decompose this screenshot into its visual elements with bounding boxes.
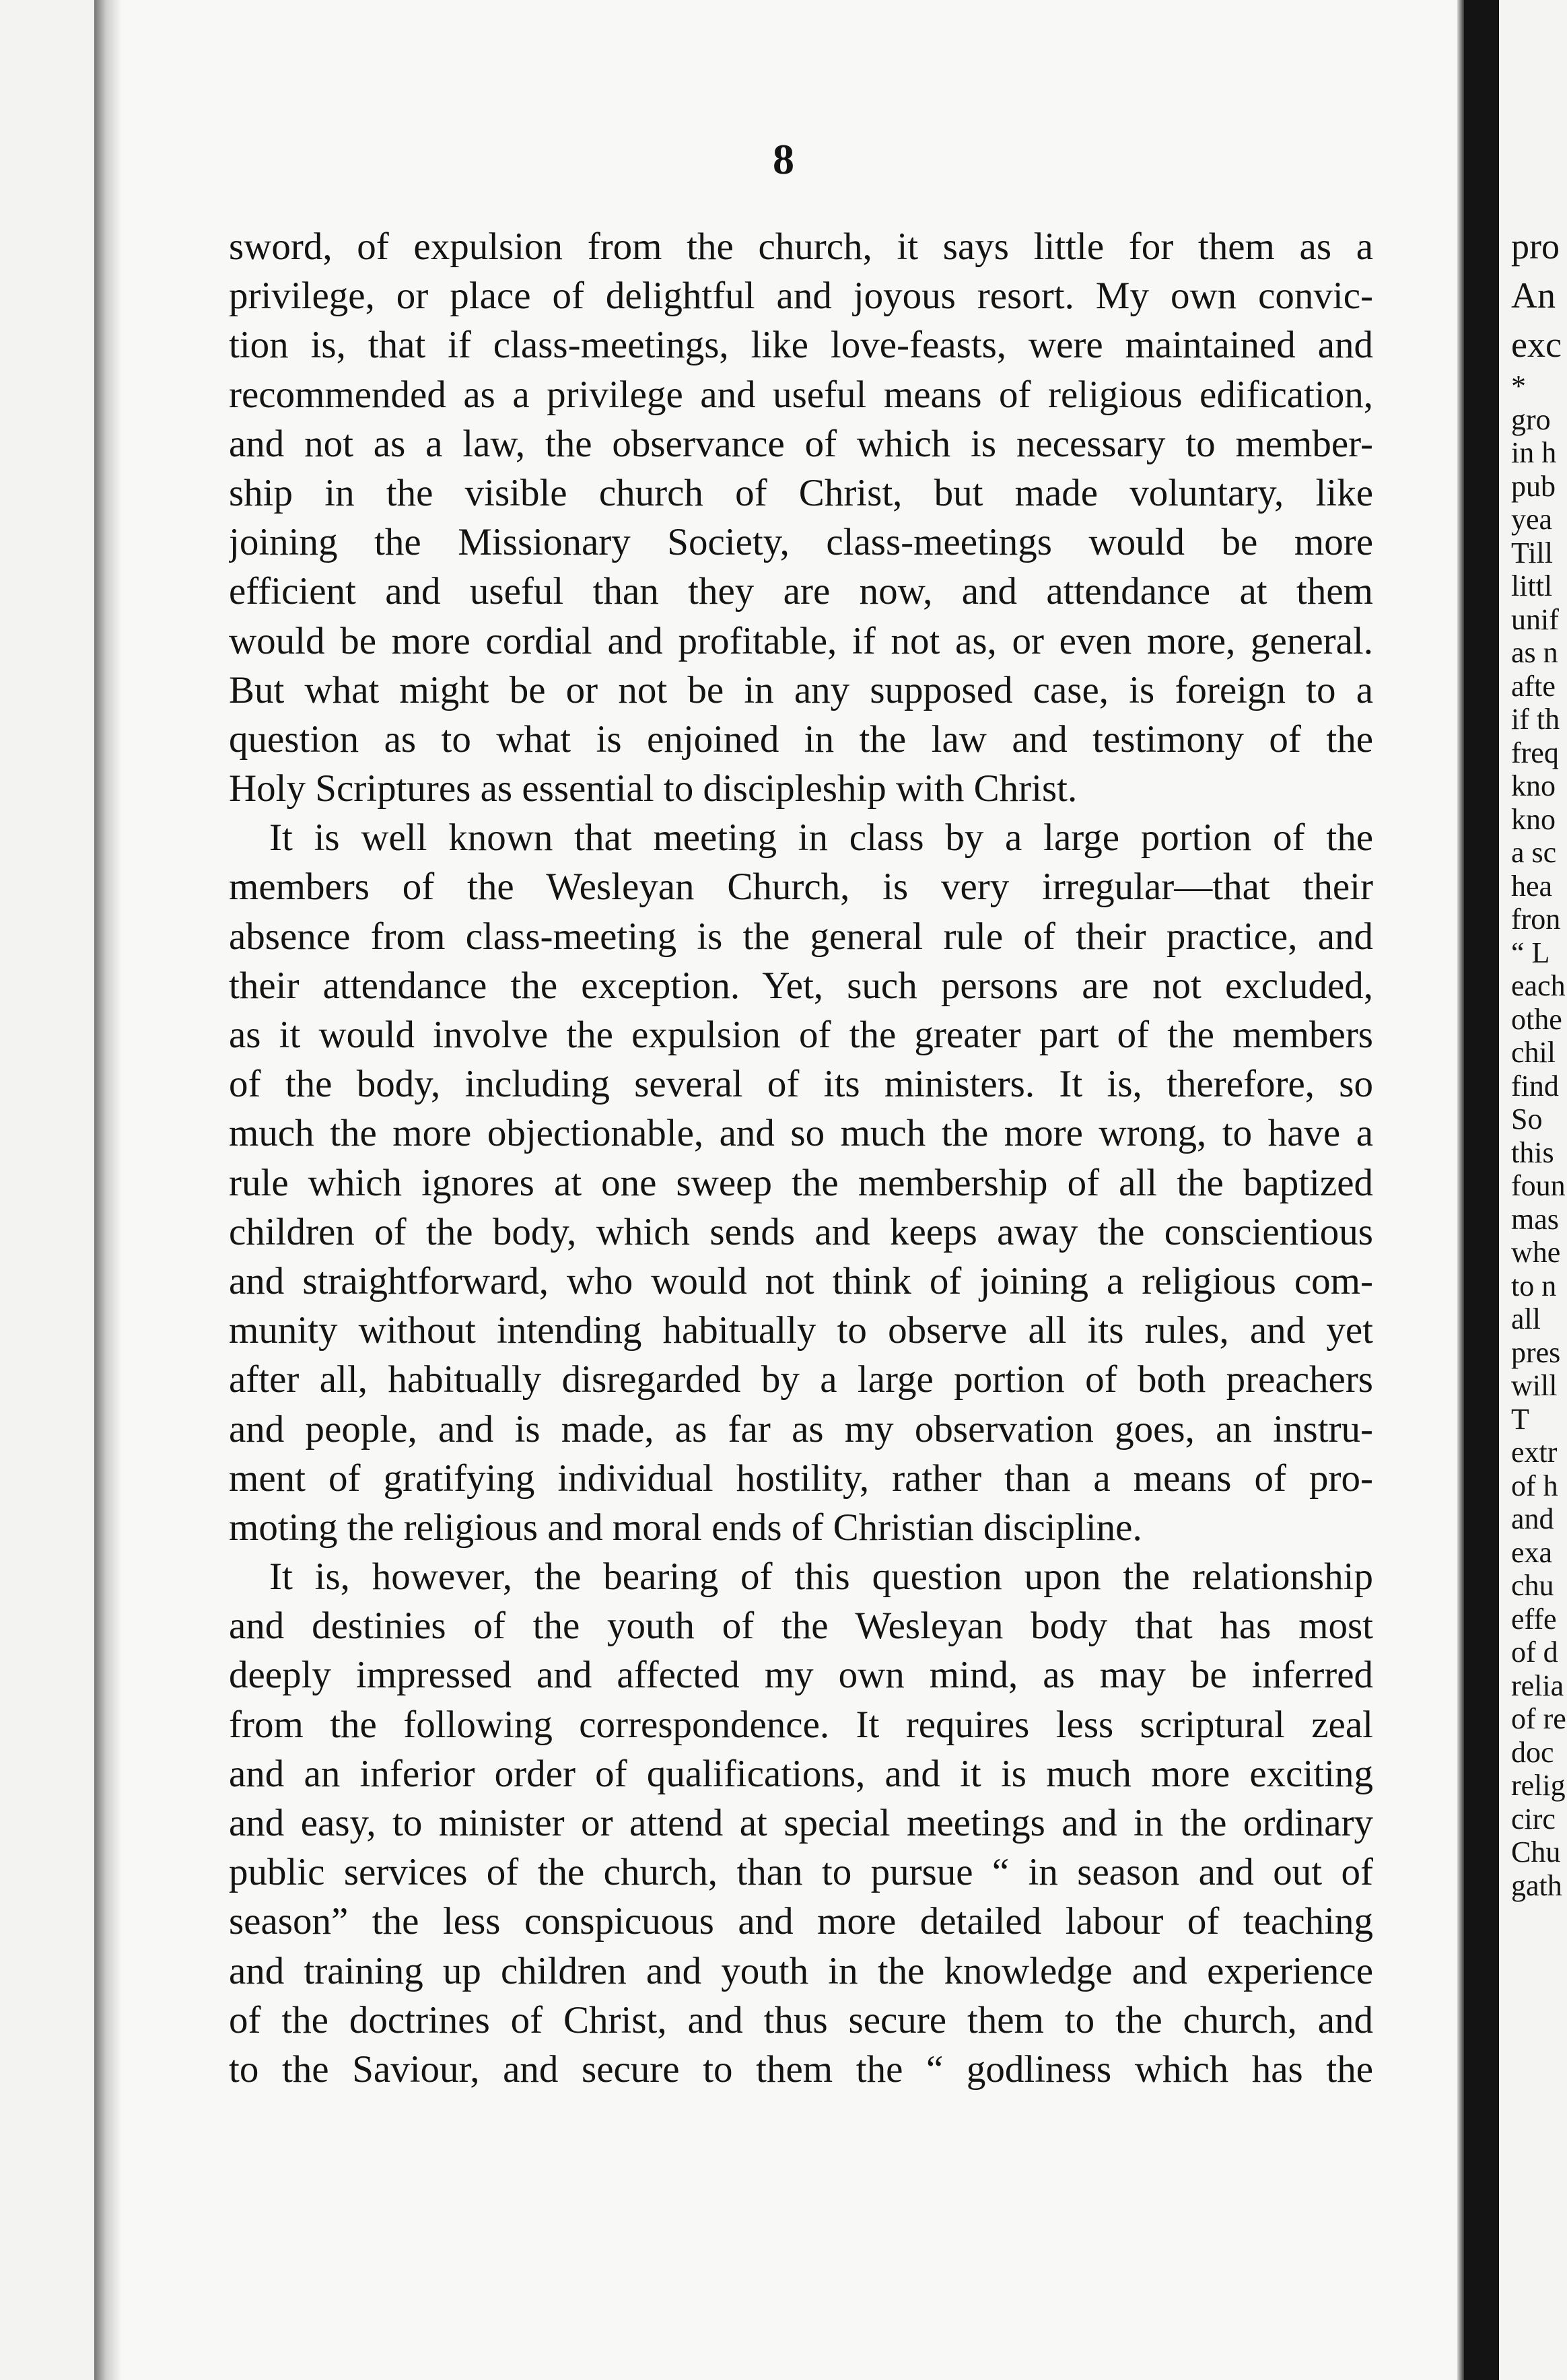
next-page-fragment: freq	[1511, 736, 1559, 769]
text-line: ship in the visible church of Christ, but made voluntary, like	[229, 471, 1373, 514]
next-page-fragment: hea	[1511, 869, 1553, 903]
text-line: to the Saviour, and secure to them the “ godliness which has the	[229, 2048, 1373, 2091]
text-line: and easy, to minister or attend at special meetings and in the ordinary	[229, 1802, 1373, 1844]
next-page-fragment: relig	[1511, 1769, 1566, 1802]
text-line: and straightforward, who would not think of joining a religious com-	[229, 1259, 1373, 1302]
text-line: of the doctrines of Christ, and thus secure them to the church, and	[229, 1998, 1373, 2041]
next-page-fragment: yea	[1511, 503, 1553, 536]
left-margin	[0, 0, 94, 2380]
text-line: rule which ignores at one sweep the membership of all the baptized	[229, 1161, 1373, 1204]
next-page-edge	[1499, 0, 1567, 2380]
gutter	[1464, 0, 1499, 2380]
text-line: Holy Scriptures as essential to discipleship with Christ.	[229, 767, 1078, 810]
text-line: after all, habitually disregarded by a large portion of both preachers	[229, 1358, 1373, 1401]
next-page-fragment: chu	[1511, 1569, 1554, 1602]
next-page-fragment: unif	[1511, 602, 1559, 636]
next-page-fragment: gath	[1511, 1868, 1562, 1902]
next-page-fragment: littl	[1511, 569, 1553, 602]
next-page-fragment: find	[1511, 1069, 1559, 1102]
page-edge	[1457, 0, 1464, 2380]
next-page-fragment: pres	[1511, 1335, 1561, 1369]
next-page-fragment: of h	[1511, 1469, 1558, 1502]
next-page-fragment: exc	[1511, 324, 1562, 365]
next-page-fragment: of re	[1511, 1702, 1566, 1735]
text-line: and training up children and youth in the knowledge and experience	[229, 1949, 1373, 1992]
next-page-fragment: gro	[1511, 403, 1551, 436]
text-line: season” the less conspicuous and more detailed labour of teaching	[229, 1900, 1373, 1943]
next-page-fragment: chil	[1511, 1036, 1556, 1069]
next-page-fragment: of d	[1511, 1636, 1558, 1669]
next-page-fragment: Chu	[1511, 1835, 1561, 1868]
next-page-fragment: Till	[1511, 536, 1554, 569]
page-number: 8	[773, 135, 794, 183]
text-line: privilege, or place of delightful and joyous resort. My own convic-	[229, 275, 1373, 318]
text-line: question as to what is enjoined in the law and testimony of the	[229, 718, 1373, 761]
text-line: from the following correspondence. It requires less scriptural zeal	[229, 1703, 1373, 1746]
next-page-fragment: if th	[1511, 703, 1560, 736]
next-page-fragment: each	[1511, 969, 1566, 1002]
text-line: munity without intending habitually to observe all its rules, and yet	[229, 1309, 1373, 1352]
text-line: It is, however, the bearing of this question upon the relationship	[269, 1555, 1373, 1599]
next-page-fragment: as n	[1511, 636, 1558, 669]
spine-shadow	[94, 0, 121, 2380]
next-page-fragment: An	[1511, 275, 1556, 316]
text-line: children of the body, which sends and keeps away the conscientious	[229, 1210, 1373, 1253]
next-page-fragment: pub	[1511, 469, 1556, 503]
next-page-fragment: circ	[1511, 1802, 1556, 1835]
next-page-fragment: “ L	[1511, 936, 1550, 969]
next-page-fragment: to n	[1511, 1269, 1557, 1302]
text-line: and an inferior order of qualifications, and it is much more exciting	[229, 1752, 1373, 1795]
text-line: It is well known that meeting in class by a large portion of the	[269, 816, 1373, 860]
next-page-fragment: whe	[1511, 1236, 1561, 1269]
next-page-fragment: So	[1511, 1102, 1543, 1135]
text-line: and not as a law, the observance of which is necessary to member-	[229, 422, 1373, 465]
next-page-fragment: and	[1511, 1502, 1554, 1535]
text-line: joining the Missionary Society, class-meetings would be more	[229, 521, 1373, 564]
text-line: their attendance the exception. Yet, such persons are not excluded,	[229, 964, 1373, 1007]
next-page-fragment: in h	[1511, 436, 1557, 469]
next-page-fragment: afte	[1511, 669, 1556, 703]
next-page-fragment: kno	[1511, 769, 1556, 802]
text-line: sword, of expulsion from the church, it says little for them as a	[229, 225, 1373, 268]
text-line: deeply impressed and affected my own mind, as may be inferred	[229, 1654, 1373, 1697]
text-line: as it would involve the expulsion of the greater part of the members	[229, 1014, 1373, 1056]
text-line: But what might be or not be in any supposed case, is foreign to a	[229, 668, 1373, 711]
text-line: and people, and is made, as far as my observation goes, an instru-	[229, 1407, 1373, 1450]
next-page-fragment: effe	[1511, 1602, 1557, 1636]
text-line: tion is, that if class-meetings, like love-feasts, were maintained and	[229, 324, 1373, 367]
text-line: of the body, including several of its ministers. It is, therefore, so	[229, 1063, 1373, 1106]
next-page-fragment: kno	[1511, 802, 1556, 836]
text-line: public services of the church, than to pursue “ in season and out of	[229, 1851, 1373, 1894]
text-line: members of the Wesleyan Church, is very irregular—that their	[229, 866, 1373, 909]
next-page-fragment: pro	[1511, 226, 1560, 267]
text-line: and destinies of the youth of the Wesleyan body that has most	[229, 1605, 1373, 1648]
next-page-fragment: extr	[1511, 1436, 1558, 1469]
next-page-fragment: exa	[1511, 1535, 1553, 1569]
next-page-fragment: foun	[1511, 1169, 1566, 1202]
next-page-fragment: fron	[1511, 903, 1561, 936]
next-page-fragment: a sc	[1511, 836, 1557, 869]
text-line: absence from class-meeting is the general rule of their practice, and	[229, 915, 1373, 958]
text-line: ment of gratifying individual hostility, rather than a means of pro-	[229, 1457, 1373, 1500]
text-line: much the more objectionable, and so much the more wrong, to have a	[229, 1112, 1373, 1155]
next-page-fragment: *	[1511, 370, 1526, 403]
text-line: recommended as a privilege and useful means of religious edification,	[229, 373, 1373, 416]
next-page-fragment: this	[1511, 1135, 1554, 1169]
text-line: efficient and useful than they are now, and attendance at them	[229, 570, 1373, 613]
text-line: would be more cordial and profitable, if not as, or even more, general.	[229, 619, 1373, 662]
next-page-fragment: othe	[1511, 1002, 1562, 1036]
next-page-text	[1499, 222, 1567, 1902]
body-text	[229, 222, 1373, 2094]
next-page-fragment: doc	[1511, 1735, 1554, 1769]
next-page-fragment: T	[1511, 1402, 1529, 1436]
next-page-fragment: mas	[1511, 1202, 1559, 1236]
next-page-fragment: all	[1511, 1302, 1541, 1335]
next-page-fragment: will	[1511, 1369, 1558, 1402]
next-page-fragment: relia	[1511, 1669, 1564, 1702]
text-line: moting the religious and moral ends of Christian discipline.	[229, 1506, 1142, 1549]
